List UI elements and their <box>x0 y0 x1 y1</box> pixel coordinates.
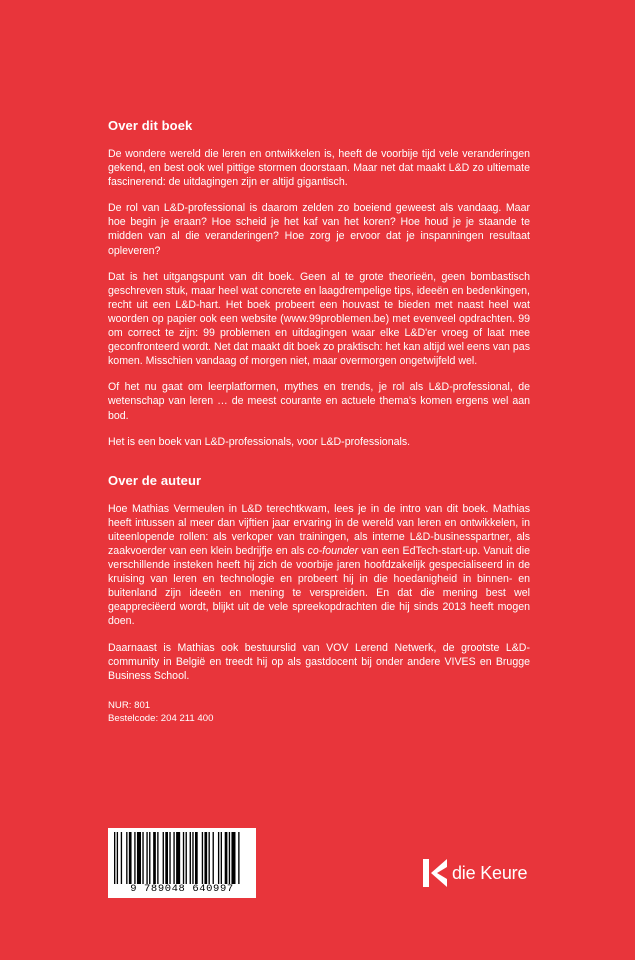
nur-code: NUR: 801 <box>108 699 151 711</box>
section-title-about-book: Over dit boek <box>108 118 193 133</box>
order-code: Bestelcode: 204 211 400 <box>108 712 214 724</box>
publisher-mark-icon <box>422 858 448 888</box>
paragraph: Het is een boek van L&D-professionals, voor L&D-professionals. <box>108 435 411 448</box>
author-paragraph-2: Daarnaast is Mathias ook bestuurslid van VOV Lerend Netwerk, de grootste L&D-community in België en treedt hij op als gastdocent bij onder andere VIVES en Brugge Business School. <box>108 641 530 682</box>
about-author-section <box>108 473 530 683</box>
paragraph: De wondere wereld die leren en ontwikkelen is, heeft de voorbije tijd vele veranderingen gekend, en best ook wel pittige stormen doorstaan. Maar net dat maakt L&D zo ultiemate fascinerend: de uitdagingen zijn er altijd gigantisch. <box>108 148 530 189</box>
section-title-about-author: Over de auteur <box>108 472 202 488</box>
paragraph: Dat is het uitgangspunt van dit boek. Geen al te grote theorieën, geen bombastisch geschreven stuk, maar heel wat concrete en laagdrempelige tips, ideeën en bedenkingen, recht uit een L&D-hart. Het boek probeert een houvast te bieden met naast heel wat woorden op papier ook een website (www.99problemen.be) met evenveel opdrachten. 99 om correct te zijn: 99 problemen en uitdagingen waar elke L&D'er vroeg of laat mee geconfronteerd wordt. Net dat maakt dit boek zo praktisch: het kan altijd wel eens van pas komen. Misschien vandaag of morgen niet, maar overmorgen ongetwijfeld wel. <box>108 270 530 368</box>
author-text: Hoe Mathias Vermeulen in L&D terechtkwam, lees je in de intro van dit boek. Mathias heeft intussen al meer dan vijftien jaar ervaring in de wereld van leren en ontwikkelen, in uiteenlopende rollen: als verkoper van trainingen, als interne L&D-businesspartner, als zaakvoerder van een klein bedrijfje en als <box>108 502 530 557</box>
paragraph: De rol van L&D-professional is daarom zelden zo boeiend geweest als vandaag. Maar hoe begin je eraan? Hoe scheid je het kaf van het koren? Hoe houd je je staande te midden van al die veranderingen? Hoe zorg je ervoor dat je inspanningen resultaat opleveren? <box>108 202 530 257</box>
publisher-logo <box>422 858 527 888</box>
isbn-barcode <box>108 828 256 898</box>
paragraph: Of het nu gaat om leerplatformen, mythes en trends, je rol als L&D-professional, de wetenschap van leren … de meest courante en actuele thema's komen ergens wel aan bod. <box>108 381 530 422</box>
text-column <box>108 118 530 725</box>
barcode-number: 9 789048 640997 <box>130 883 234 895</box>
italic-term: co-founder <box>307 544 359 557</box>
book-meta <box>108 699 530 725</box>
barcode-bars <box>108 828 256 884</box>
about-book-section <box>108 118 530 449</box>
author-paragraph-1 <box>108 502 530 629</box>
author-text: van een EdTech-start-up. Vanuit die verschillende insteken heeft hij zich de voorbije jaren hoofdzakelijk gespecialiseerd in de kruising van leren en technologie en probeert hij in die hoedanigheid in binnen- en buitenland zijn ideeën en mening te verspreiden. En dat die mening best wel geappreciëerd wordt, blijkt uit de vele spreekopdrachten die hij sinds 2013 heeft mogen doen. <box>108 544 530 628</box>
publisher-name: die Keure <box>452 862 528 883</box>
